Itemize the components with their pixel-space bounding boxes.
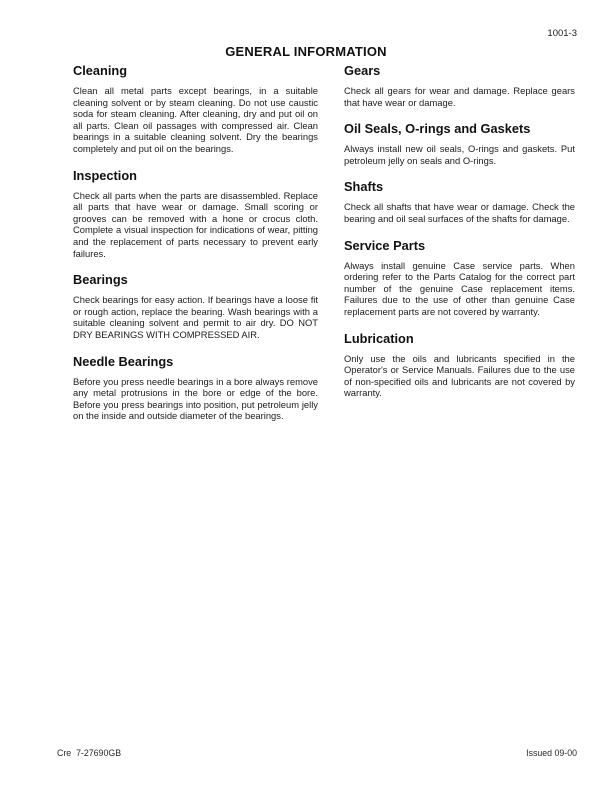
section-heading: Inspection — [73, 167, 137, 183]
section-lubrication — [344, 332, 575, 399]
section-shafts — [344, 180, 575, 224]
section-service-parts — [344, 239, 575, 318]
section-heading: Lubrication — [344, 330, 414, 346]
left-column — [73, 64, 318, 436]
footer-form-number: Cre 7-27690GB — [57, 748, 122, 758]
section-heading: Oil Seals, O-rings and Gaskets — [344, 121, 531, 137]
section-cleaning — [73, 64, 318, 155]
section-body: Always install genuine Case service parts. When ordering refer to the Parts Catalog for the correct part number of the genuine Case replacement items. Failures due to the use of other than genuine Case replacement parts are not covered by warranty. — [344, 259, 575, 317]
section-body: Clean all metal parts except bearings, in a suitable cleaning solvent or by steam cleaning. Do not use caustic soda for steam cleaning. After cleaning, dry and put oil on all parts. Clean oil passages with compressed air. Clean bearings in a suitable cleaning solvent. Dry the bearings completely and put oil on the bearings. — [73, 85, 318, 154]
page-number: 1001-3 — [547, 28, 577, 39]
section-body: Check all parts when the parts are disassembled. Replace all parts that have wear or damage. Small scoring or grooves can be removed with a hone or crocus cloth. Complete a visual inspection for indications of wear, pitting and the replacement of parts necessary to prevent early failures. — [73, 189, 318, 259]
page-footer — [57, 748, 577, 758]
section-body: Check all gears for wear and damage. Replace gears that have wear or damage. — [344, 85, 575, 108]
footer-issued-date: Issued 09-00 — [526, 748, 577, 758]
section-heading: Shafts — [344, 179, 384, 195]
section-heading: Service Parts — [344, 237, 426, 253]
section-bearings — [73, 273, 318, 340]
page-title: GENERAL INFORMATION — [225, 44, 387, 59]
section-body: Before you press needle bearings in a bore always remove any metal protrusions in the bore or edge of the bore. Before you press bearings into position, put petroleum jelly on the inside and outside diameter of the bearings. — [73, 375, 318, 422]
right-column — [344, 64, 575, 436]
section-body: Always install new oil seals, O-rings and gaskets. Put petroleum jelly on seals and O-rings. — [344, 143, 575, 166]
section-body: Check bearings for easy action. If bearings have a loose fit or rough action, replace the bearing. Wash bearings with a suitable cleaning solvent and permit to air dry. DO NOT DRY BEARINGS WITH COMPRESSED AIR. — [73, 294, 318, 340]
section-heading: Gears — [344, 63, 381, 78]
section-heading: Bearings — [73, 272, 128, 288]
section-body: Check all shafts that have wear or damage. Check the bearing and oil seal surfaces of the shafts for damage. — [344, 201, 575, 224]
section-oil-seals-orings-gaskets — [344, 122, 575, 166]
section-heading: Needle Bearings — [73, 353, 174, 369]
two-column-layout — [73, 64, 575, 436]
section-heading: Cleaning — [73, 63, 128, 78]
section-needle-bearings — [73, 355, 318, 422]
section-inspection — [73, 169, 318, 260]
section-body: Only use the oils and lubricants specified in the Operator's or Service Manuals. Failures due to the use of non-specified oils and lubricants are not covered by warranty. — [344, 352, 575, 399]
section-gears — [344, 64, 575, 108]
